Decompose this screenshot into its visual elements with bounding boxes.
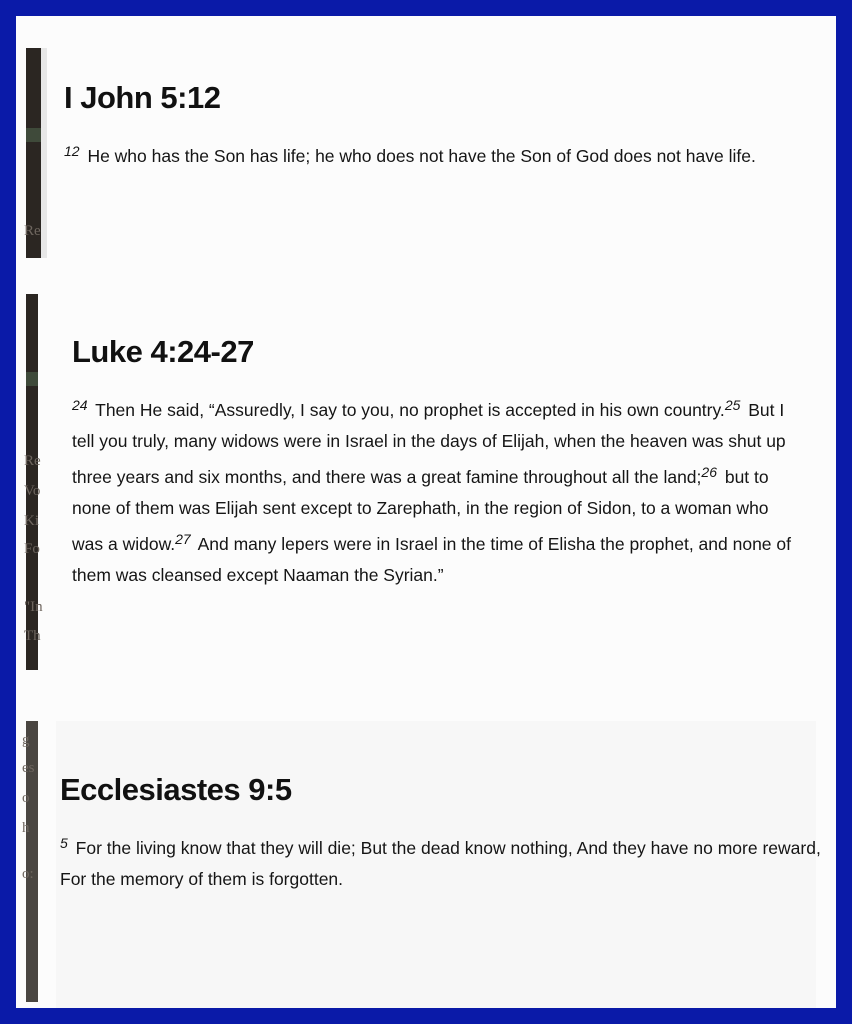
strip-band xyxy=(26,372,38,386)
side-peek-text: es xyxy=(22,760,35,776)
verse-panel xyxy=(16,16,836,1008)
verse-card xyxy=(72,334,792,591)
verse-number: 24 xyxy=(72,396,88,413)
verse-number: 12 xyxy=(64,142,80,159)
side-peek-text: Re xyxy=(24,453,41,469)
side-image-strip xyxy=(26,48,41,258)
side-peek-text: Ki xyxy=(24,513,39,529)
side-peek-text: Th xyxy=(24,628,41,644)
verse-reference: Luke 4:24-27 xyxy=(72,334,254,369)
side-peek-text: "In xyxy=(24,599,43,615)
verse-text xyxy=(60,828,830,895)
verse-text xyxy=(64,136,804,172)
verse-number: 25 xyxy=(724,396,741,413)
side-peek-text: h xyxy=(22,820,30,836)
side-divider xyxy=(41,48,47,258)
verse-number: 26 xyxy=(701,463,717,480)
verse-number: 5 xyxy=(60,834,68,851)
verse-segment: He who has the Son has life; he who does not have the Son of God does not have life. xyxy=(82,145,756,166)
side-peek-text: o xyxy=(22,790,30,806)
side-peek-text: Fo xyxy=(24,541,40,557)
verse-number: 27 xyxy=(175,530,191,547)
strip-band xyxy=(26,128,41,142)
side-peek-text: g xyxy=(22,732,30,748)
side-image-strip xyxy=(22,721,38,1002)
verse-segment: And many lepers were in Israel in the time of Elisha the prophet, and none of them was cleansed except Naaman the Syrian.” xyxy=(72,533,791,585)
verse-segment: For the living know that they will die; But the dead know nothing, And they have no more reward, For the memory of them is forgotten. xyxy=(60,837,821,889)
verse-segment: But I tell you truly, many widows were in Israel in the days of Elijah, when the heaven was shut up three years and six months, and there was a great famine throughout all the land; xyxy=(72,399,786,487)
verse-reference: I John 5:12 xyxy=(64,80,221,115)
side-peek-text: Re xyxy=(24,223,41,239)
side-peek-text: o: xyxy=(22,866,34,882)
verse-reference: Ecclesiastes 9:5 xyxy=(60,772,292,807)
verse-segment: Then He said, “Assuredly, I say to you, no prophet is accepted in his own country. xyxy=(90,399,725,420)
verse-text xyxy=(72,390,792,591)
side-image-strip xyxy=(24,294,43,670)
verse-segment: but to none of them was Elijah sent except to Zarephath, in the region of Sidon, to a woman who was a widow. xyxy=(72,466,769,554)
verse-card xyxy=(64,80,804,172)
side-peek-text: Vo xyxy=(24,483,41,499)
verse-card xyxy=(60,772,830,895)
